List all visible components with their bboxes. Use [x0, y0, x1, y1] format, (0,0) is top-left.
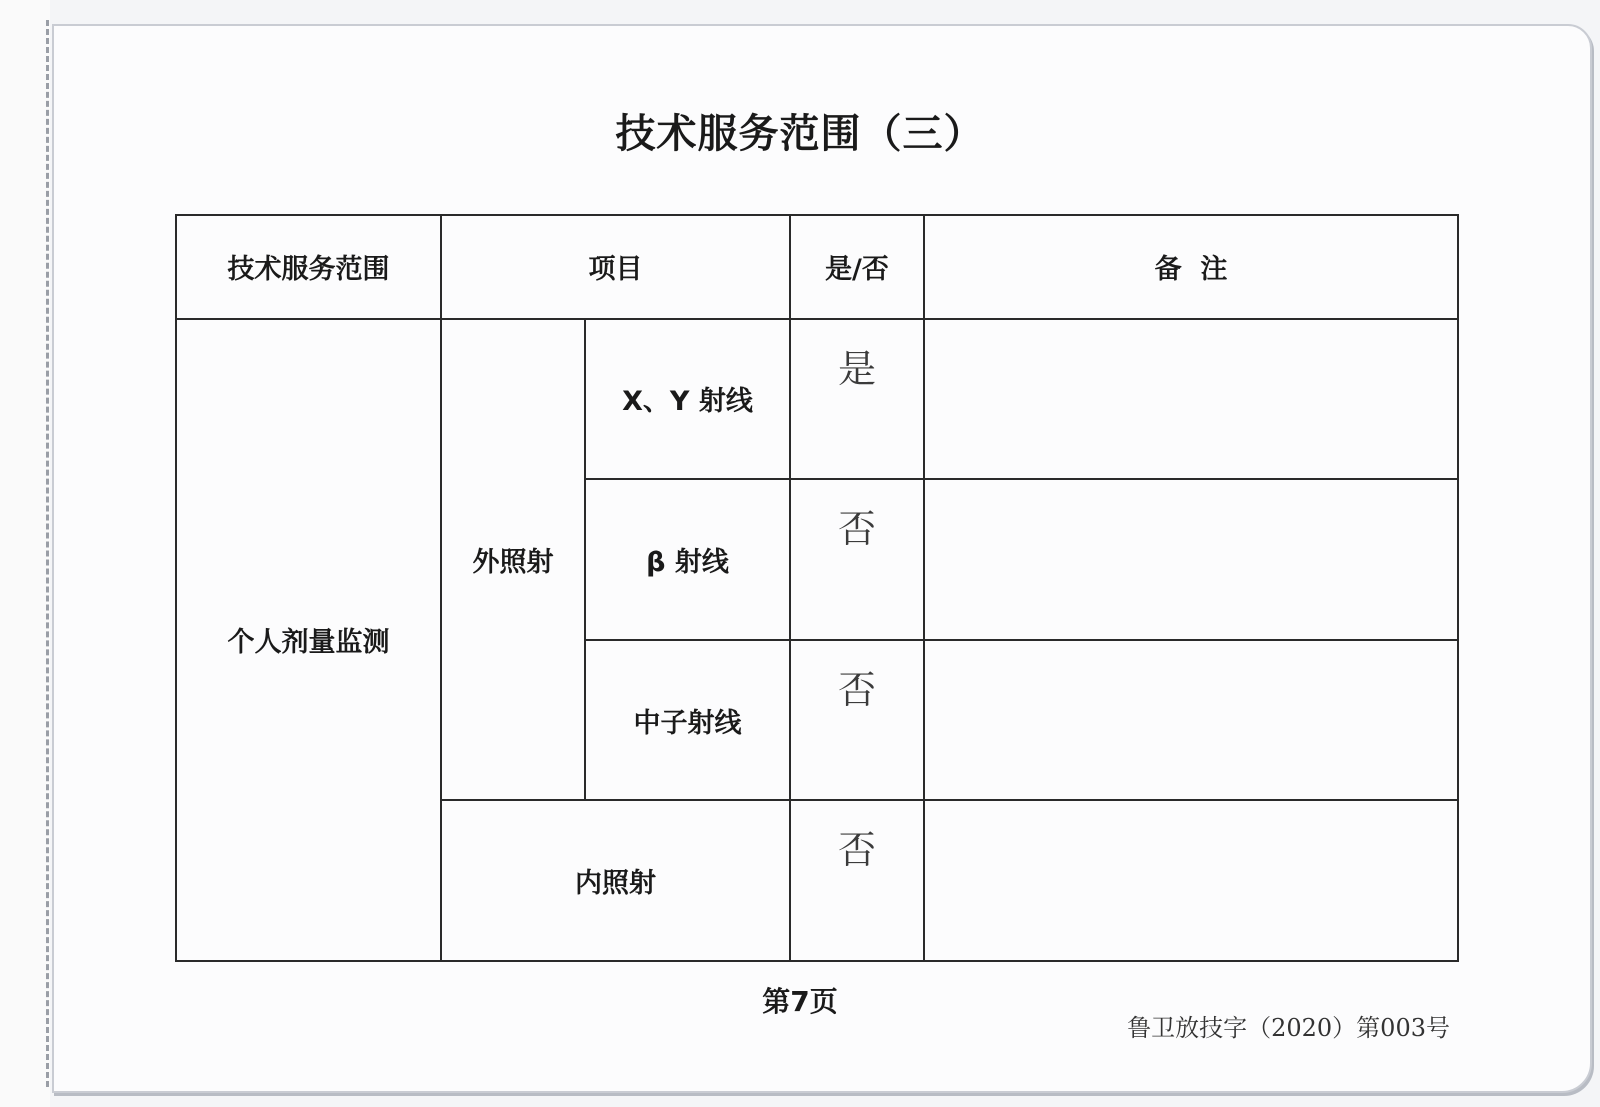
document-code: 鲁卫放技字（2020）第003号: [1127, 1014, 1450, 1042]
page-title: 技术服务范围（三）: [615, 111, 985, 157]
table-header-row: [176, 215, 1458, 319]
yes-no-cell: 否: [790, 800, 924, 961]
header-yes-no: 是/否: [790, 215, 924, 319]
yes-no-cell: 是: [790, 319, 924, 480]
page-number: 第7页: [762, 985, 838, 1018]
header-item: 项目: [441, 215, 790, 319]
scope-cell: 个人剂量监测: [176, 319, 441, 961]
yes-no-cell: 否: [790, 479, 924, 640]
external-exposure-cell: 外照射: [441, 319, 585, 801]
remarks-cell: [924, 640, 1458, 801]
remarks-cell: [924, 800, 1458, 961]
item-cell: β 射线: [585, 479, 790, 640]
header-scope: 技术服务范围: [176, 215, 441, 319]
table-row: [176, 319, 1458, 480]
internal-exposure-cell: 内照射: [441, 800, 790, 961]
item-cell: X、Y 射线: [585, 319, 790, 480]
remarks-cell: [924, 319, 1458, 480]
header-remarks: 备 注: [924, 215, 1458, 319]
left-page-edge: [0, 0, 50, 1107]
remarks-cell: [924, 479, 1458, 640]
item-cell: 中子射线: [585, 640, 790, 801]
perforation-line: [46, 20, 49, 1087]
service-scope-table: [175, 214, 1459, 962]
yes-no-cell: 否: [790, 640, 924, 801]
